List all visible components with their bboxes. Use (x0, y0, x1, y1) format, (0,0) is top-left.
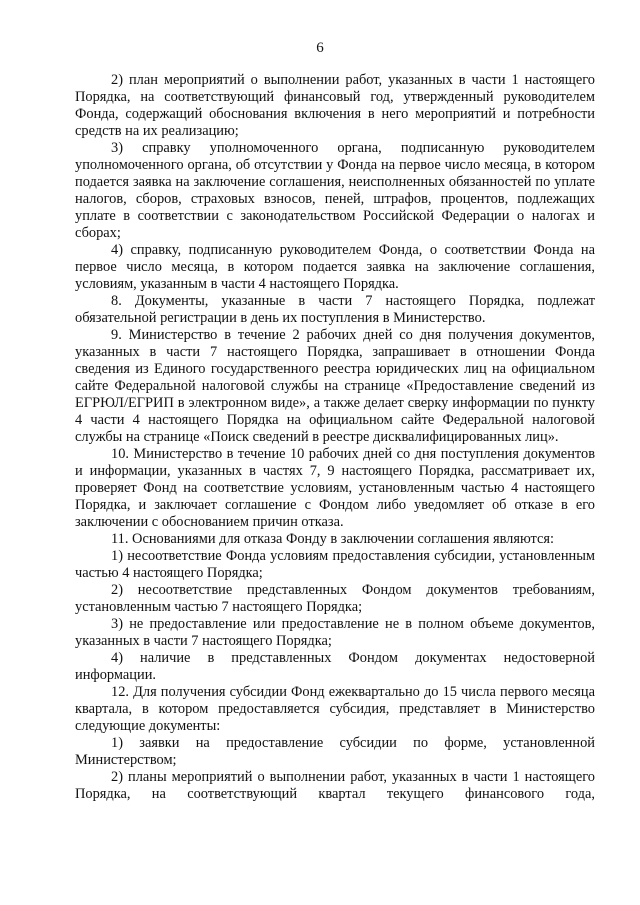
paragraph-11-2: 2) несоответствие представленных Фондом документов требованиям, установленным частью 7 настоящего Порядка; (75, 582, 595, 615)
paragraph-7-2: 2) план мероприятий о выполнении работ, указанных в части 1 настоящего Порядка, на соответствующий финансовый год, утвержденный руководителем Фонда, содержащий обоснования включения в него мероприятий и потребности средств на их реализацию; (75, 72, 595, 139)
paragraph-11-1: 1) несоответствие Фонда условиям предоставления субсидии, установленным частью 4 настоящего Порядка; (75, 548, 595, 581)
paragraph-8: 8. Документы, указанные в части 7 настоящего Порядка, подлежат обязательной регистрации в день их поступления в Министерство. (75, 293, 595, 326)
paragraph-12-1: 1) заявки на предоставление субсидии по форме, установленной Министерством; (75, 735, 595, 768)
paragraph-7-3: 3) справку уполномоченного органа, подписанную руководителем уполномоченного органа, об отсутствии у Фонда на первое число месяца, в котором подается заявка на заключение соглашения, неисполненных обязанностей по уплате налогов, сборов, страховых взносов, пеней, штрафов, процентов, подлежащих уплате в соответствии с законодательством Российской Федерации о налогах и сборах; (75, 140, 595, 241)
paragraph-11-3: 3) не предоставление или предоставление не в полном объеме документов, указанных в части 7 настоящего Порядка; (75, 616, 595, 649)
paragraph-7-4: 4) справку, подписанную руководителем Фонда, о соответствии Фонда на первое число месяца, в котором подается заявка на заключение соглашения, условиям, указанным в части 4 настоящего Порядка. (75, 242, 595, 292)
paragraph-9: 9. Министерство в течение 2 рабочих дней со дня получения документов, указанных в части 7 настоящего Порядка, запрашивает в отношении Фонда сведения из Единого государственного реестра юридических лиц на официальном сайте Федеральной налоговой службы на странице «Предоставление сведений из ЕГРЮЛ/ЕГРИП в электронном виде», а также делает сверку информации по пункту 4 части 4 настоящего Порядка на официальном сайте Федеральной налоговой службы на странице «Поиск сведений в реестре дисквалифицированных лиц». (75, 327, 595, 445)
page-number: 6 (316, 40, 324, 56)
paragraph-11: 11. Основаниями для отказа Фонду в заключении соглашения являются: (111, 531, 555, 547)
paragraph-12: 12. Для получения субсидии Фонд ежеквартально до 15 числа первого месяца квартала, в котором предоставляется субсидия, представляет в Министерство следующие документы: (75, 684, 595, 734)
paragraph-10: 10. Министерство в течение 10 рабочих дней со дня поступления документов и информации, указанных в частях 7, 9 настоящего Порядка, рассматривает их, проверяет Фонд на соответствие условиям, установленным частью 4 настоящего Порядка, и заключает соглашение с Фондом либо уведомляет об отказе в его заключении с обоснованием причин отказа. (75, 446, 595, 530)
paragraph-11-4: 4) наличие в представленных Фондом документах недостоверной информации. (75, 650, 595, 683)
paragraph-12-2: 2) планы мероприятий о выполнении работ, указанных в части 1 настоящего Порядка, на соответствующий квартал текущего финансового года, (75, 769, 595, 802)
document-body (75, 72, 595, 803)
